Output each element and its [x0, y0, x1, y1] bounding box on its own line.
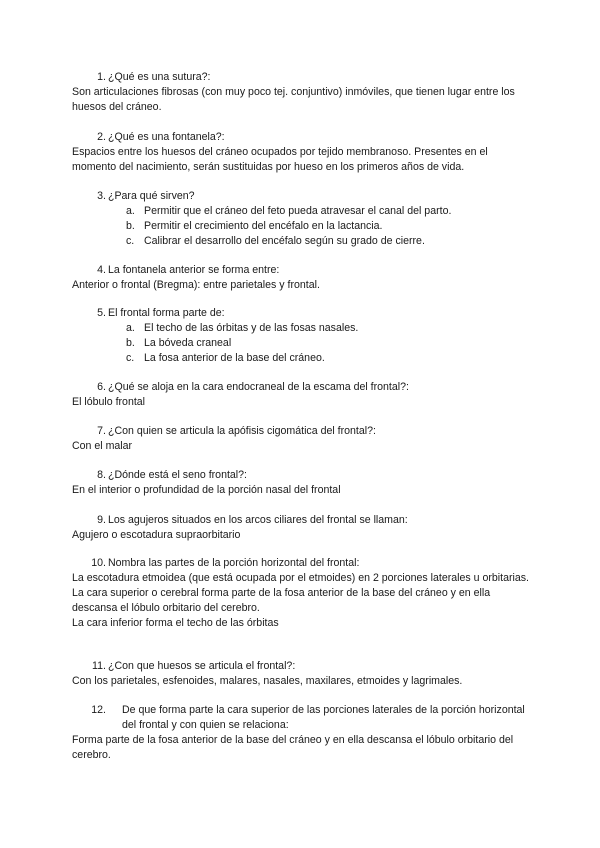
answer-text: Con el malar [72, 440, 133, 452]
sub-list [72, 321, 534, 366]
question [90, 424, 534, 439]
question [90, 189, 534, 204]
question [90, 130, 534, 145]
question [90, 468, 534, 483]
question [90, 703, 534, 733]
sub-text: Calibrar el desarrollo del encéfalo según su grado de cierre. [144, 235, 425, 247]
question-text: La fontanela anterior se forma entre: [108, 264, 280, 276]
qa-item-8 [72, 468, 534, 498]
question [90, 70, 534, 85]
qa-item-5 [72, 306, 534, 366]
sub-list-item [72, 321, 534, 336]
question-number: 10. [91, 557, 106, 569]
question-number: 11. [92, 660, 106, 672]
question-number: 6. [97, 381, 106, 393]
sub-text: La fosa anterior de la base del cráneo. [144, 352, 325, 364]
question [90, 556, 534, 571]
question-number: 9. [97, 514, 106, 526]
answer-text: La cara superior o cerebral forma parte de la fosa anterior de la base del cráneo y en ella descansa el lóbulo orbitario del cerebro. [72, 587, 491, 614]
question-number: 8. [97, 469, 106, 481]
qa-item-10 [72, 556, 534, 631]
qa-item-12 [72, 703, 534, 763]
sub-list [72, 204, 534, 249]
sub-letter: a. [126, 205, 135, 217]
question-number: 4. [97, 264, 106, 276]
question-text: El frontal forma parte de: [108, 307, 225, 319]
question-number: 12. [91, 704, 106, 716]
question-text: ¿Qué es una sutura?: [108, 71, 211, 83]
sub-text: El techo de las órbitas y de las fosas nasales. [144, 322, 359, 334]
sub-letter: b. [126, 337, 135, 349]
sub-list-item [72, 351, 534, 366]
answer-text: Espacios entre los huesos del cráneo ocupados por tejido membranoso. Presentes en el momento del nacimiento, serán sustituidas por hueso en los primeros años de vida. [72, 146, 488, 173]
qa-item-7 [72, 424, 534, 454]
question-number: 7. [97, 425, 106, 437]
qa-item-3 [72, 189, 534, 249]
qa-item-9 [72, 513, 534, 543]
sub-text: La bóveda craneal [144, 337, 232, 349]
sub-letter: a. [126, 322, 135, 334]
answer-text: Agujero o escotadura supraorbitario [72, 529, 241, 541]
qa-item-1 [72, 70, 534, 115]
answer-text: La escotadura etmoidea (que está ocupada por el etmoides) en 2 porciones laterales u orbitarias. [72, 572, 529, 584]
answer-text: La cara inferior forma el techo de las órbitas [72, 617, 279, 629]
question-text: ¿Dónde está el seno frontal?: [108, 469, 247, 481]
sub-list-item [72, 234, 534, 249]
question [90, 513, 534, 528]
answer-text: El lóbulo frontal [72, 396, 146, 408]
answer-text: En el interior o profundidad de la porción nasal del frontal [72, 484, 341, 496]
sub-list-item [72, 336, 534, 351]
sub-list-item [72, 204, 534, 219]
qa-item-11 [72, 659, 534, 689]
question-text: ¿Con quien se articula la apófisis cigomática del frontal?: [108, 425, 376, 437]
question-text: Los agujeros situados en los arcos ciliares del frontal se llaman: [108, 514, 408, 526]
sub-letter: c. [126, 352, 135, 364]
sub-letter: b. [126, 220, 135, 232]
question-number: 3. [97, 190, 106, 202]
question [90, 306, 534, 321]
qa-item-2 [72, 130, 534, 175]
question-number: 2. [97, 131, 106, 143]
sub-letter: c. [126, 235, 135, 247]
question-text: ¿Para qué sirven? [108, 190, 195, 202]
sub-list-item [72, 219, 534, 234]
question-number: 1. [97, 71, 106, 83]
question-number: 5. [97, 307, 106, 319]
qa-item-4 [72, 263, 534, 293]
question [90, 263, 534, 278]
sub-text: Permitir el crecimiento del encéfalo en la lactancia. [144, 220, 383, 232]
question-text: Nombra las partes de la porción horizontal del frontal: [108, 557, 360, 569]
question-text: De que forma parte la cara superior de las porciones laterales de la porción horizontal del frontal y con quien se relaciona: [122, 704, 525, 731]
question [90, 659, 534, 674]
answer-text: Anterior o frontal (Bregma): entre parietales y frontal. [72, 279, 320, 291]
answer-text: Forma parte de la fosa anterior de la base del cráneo y en ella descansa el lóbulo orbitario del cerebro. [72, 734, 514, 761]
question [90, 380, 534, 395]
qa-item-6 [72, 380, 534, 410]
sub-text: Permitir que el cráneo del feto pueda atravesar el canal del parto. [144, 205, 452, 217]
question-text: ¿Qué se aloja en la cara endocraneal de la escama del frontal?: [108, 381, 409, 393]
answer-text: Son articulaciones fibrosas (con muy poco tej. conjuntivo) inmóviles, que tienen lugar entre los huesos del cráneo. [72, 86, 515, 113]
question-text: ¿Con que huesos se articula el frontal?: [108, 660, 296, 672]
question-text: ¿Qué es una fontanela?: [108, 131, 225, 143]
answer-text: Con los parietales, esfenoides, malares, nasales, maxilares, etmoides y lagrimales. [72, 675, 463, 687]
